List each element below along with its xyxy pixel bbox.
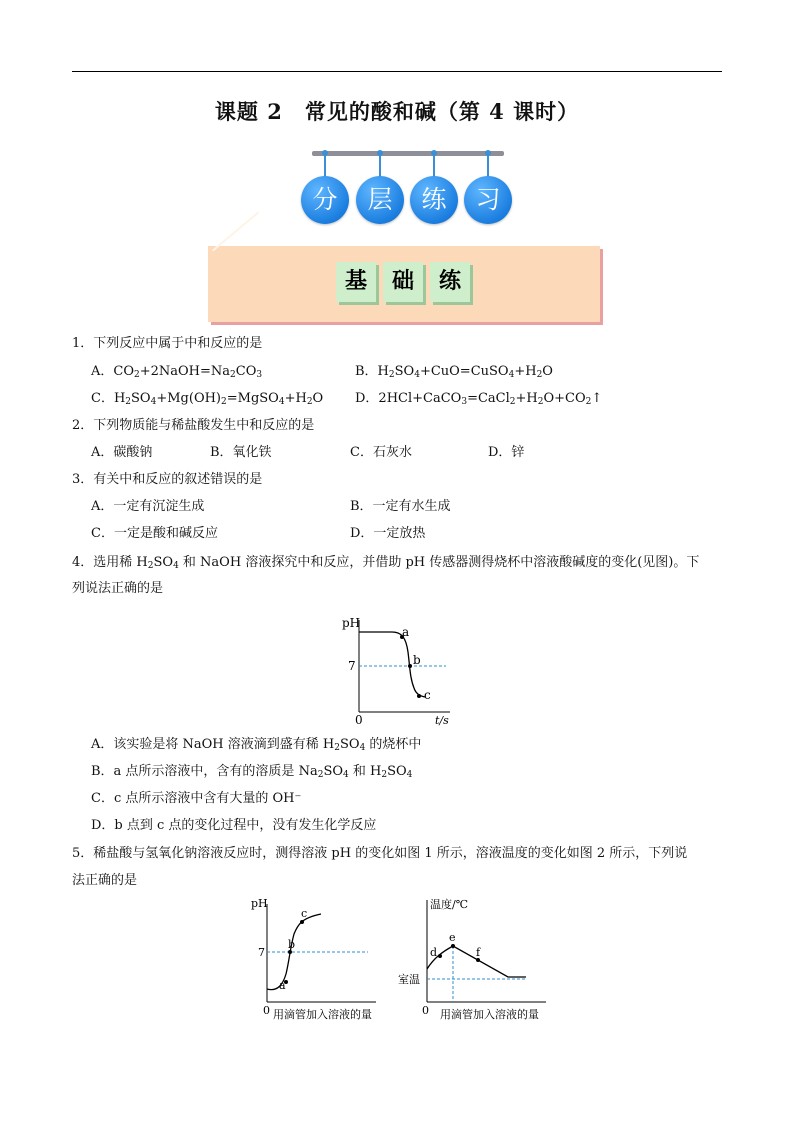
question-5-stem-line1: 5．稀盐酸与氢氧化钠溶液反应时，测得溶液 pH 的变化如图 1 所示，溶液温度的变化如图 2 所示，下列说 bbox=[72, 846, 688, 861]
label-c: c bbox=[424, 688, 431, 702]
badge-char: 分 bbox=[301, 176, 349, 224]
point-c bbox=[300, 920, 304, 924]
badge-char: 练 bbox=[410, 176, 458, 224]
label-b: b bbox=[288, 938, 296, 951]
question-3-option-c: C．一定是酸和碱反应 bbox=[91, 526, 218, 541]
question-1-option-d: D．$2HCl+CaCO_3=CaCl_2+H_2O+CO_2↑$ bbox=[355, 391, 603, 407]
question-5-stem-line2: 法正确的是 bbox=[72, 873, 138, 888]
origin-label: 0 bbox=[355, 713, 363, 727]
hook bbox=[324, 154, 326, 178]
top-rule bbox=[72, 71, 722, 72]
question-2-option-a: A．碳酸钠 bbox=[91, 445, 153, 460]
x-label: 用滴管加入溶液的量 bbox=[273, 1008, 372, 1021]
tick-7: 7 bbox=[348, 659, 356, 673]
y-label: 温度/℃ bbox=[430, 898, 469, 911]
question-2-option-c: C．石灰水 bbox=[350, 445, 412, 460]
question-4-stem-line2: 列说法正确的是 bbox=[72, 581, 164, 596]
point-e bbox=[451, 944, 455, 948]
question-4-option-a: A．该实验是将 NaOH 溶液滴到盛有稀 $H_2SO_4$ 的烧杯中 bbox=[91, 737, 422, 753]
question-2-option-d: D．锌 bbox=[488, 445, 525, 460]
question-4-option-d: D．b 点到 c 点的变化过程中，没有发生化学反应 bbox=[91, 818, 377, 833]
hook bbox=[433, 154, 435, 178]
y-label: pH bbox=[251, 897, 268, 910]
x-label: t/s bbox=[435, 714, 449, 727]
question-1-stem: 1．下列反应中属于中和反应的是 bbox=[72, 336, 263, 351]
point-b bbox=[408, 664, 412, 668]
question-4-stem-line1: 4．选用稀 $H_2SO_4$ 和 NaOH 溶液探究中和反应，并借助 pH 传感器测得烧杯中溶液酸碱度的变化(见图)。下 bbox=[72, 555, 700, 571]
question-2-option-b: B．氧化铁 bbox=[210, 445, 272, 460]
section-char: 练 bbox=[430, 262, 470, 302]
question-3-option-d: D．一定放热 bbox=[350, 526, 426, 541]
question-1-option-a: A．$CO_2+2NaOH=Na_2CO_3$ bbox=[91, 364, 263, 380]
question-2-stem: 2．下列物质能与稀盐酸发生中和反应的是 bbox=[72, 418, 315, 433]
label-b: b bbox=[413, 653, 421, 667]
tick-7: 7 bbox=[258, 946, 265, 959]
question-4-ph-graph bbox=[330, 608, 460, 728]
question-5-figure-2 bbox=[396, 894, 556, 1024]
label-f: f bbox=[476, 946, 481, 959]
origin-label: 0 bbox=[422, 1004, 429, 1017]
y-label: pH bbox=[342, 616, 361, 630]
room-temp-label: 室温 bbox=[398, 973, 420, 986]
hook bbox=[487, 154, 489, 178]
page-title: 课题 2 常见的酸和碱（第 4 课时） bbox=[214, 99, 580, 124]
question-3-option-a: A．一定有沉淀生成 bbox=[91, 499, 205, 514]
question-1-option-b: B．$H_2SO_4+CuO=CuSO_4+H_2O$ bbox=[355, 364, 553, 380]
label-a: a bbox=[402, 625, 410, 639]
point-d bbox=[438, 954, 442, 958]
x-label: 用滴管加入溶液的量 bbox=[440, 1008, 539, 1021]
label-d: d bbox=[430, 946, 438, 959]
question-3-stem: 3．有关中和反应的叙述错误的是 bbox=[72, 472, 263, 487]
section-char: 础 bbox=[383, 262, 423, 302]
point-c bbox=[417, 694, 421, 698]
question-4-option-c: C．c 点所示溶液中含有大量的 OH⁻ bbox=[91, 791, 302, 806]
question-4-option-b: B．a 点所示溶液中，含有的溶质是 $Na_2SO_4$ 和 $H_2SO_4$ bbox=[91, 764, 413, 780]
hanging-bar bbox=[312, 151, 504, 156]
question-3-option-b: B．一定有水生成 bbox=[350, 499, 451, 514]
label-a: a bbox=[279, 979, 286, 992]
section-char: 基 bbox=[336, 262, 376, 302]
question-5-figure-1 bbox=[246, 894, 386, 1024]
label-e: e bbox=[449, 931, 456, 944]
hook bbox=[379, 154, 381, 178]
label-c: c bbox=[301, 907, 308, 920]
badge-char: 层 bbox=[356, 176, 404, 224]
badge-char: 习 bbox=[464, 176, 512, 224]
question-1-option-c: C．$H_2SO_4+Mg(OH)_2=MgSO_4+H_2O$ bbox=[91, 391, 324, 407]
origin-label: 0 bbox=[263, 1004, 270, 1017]
